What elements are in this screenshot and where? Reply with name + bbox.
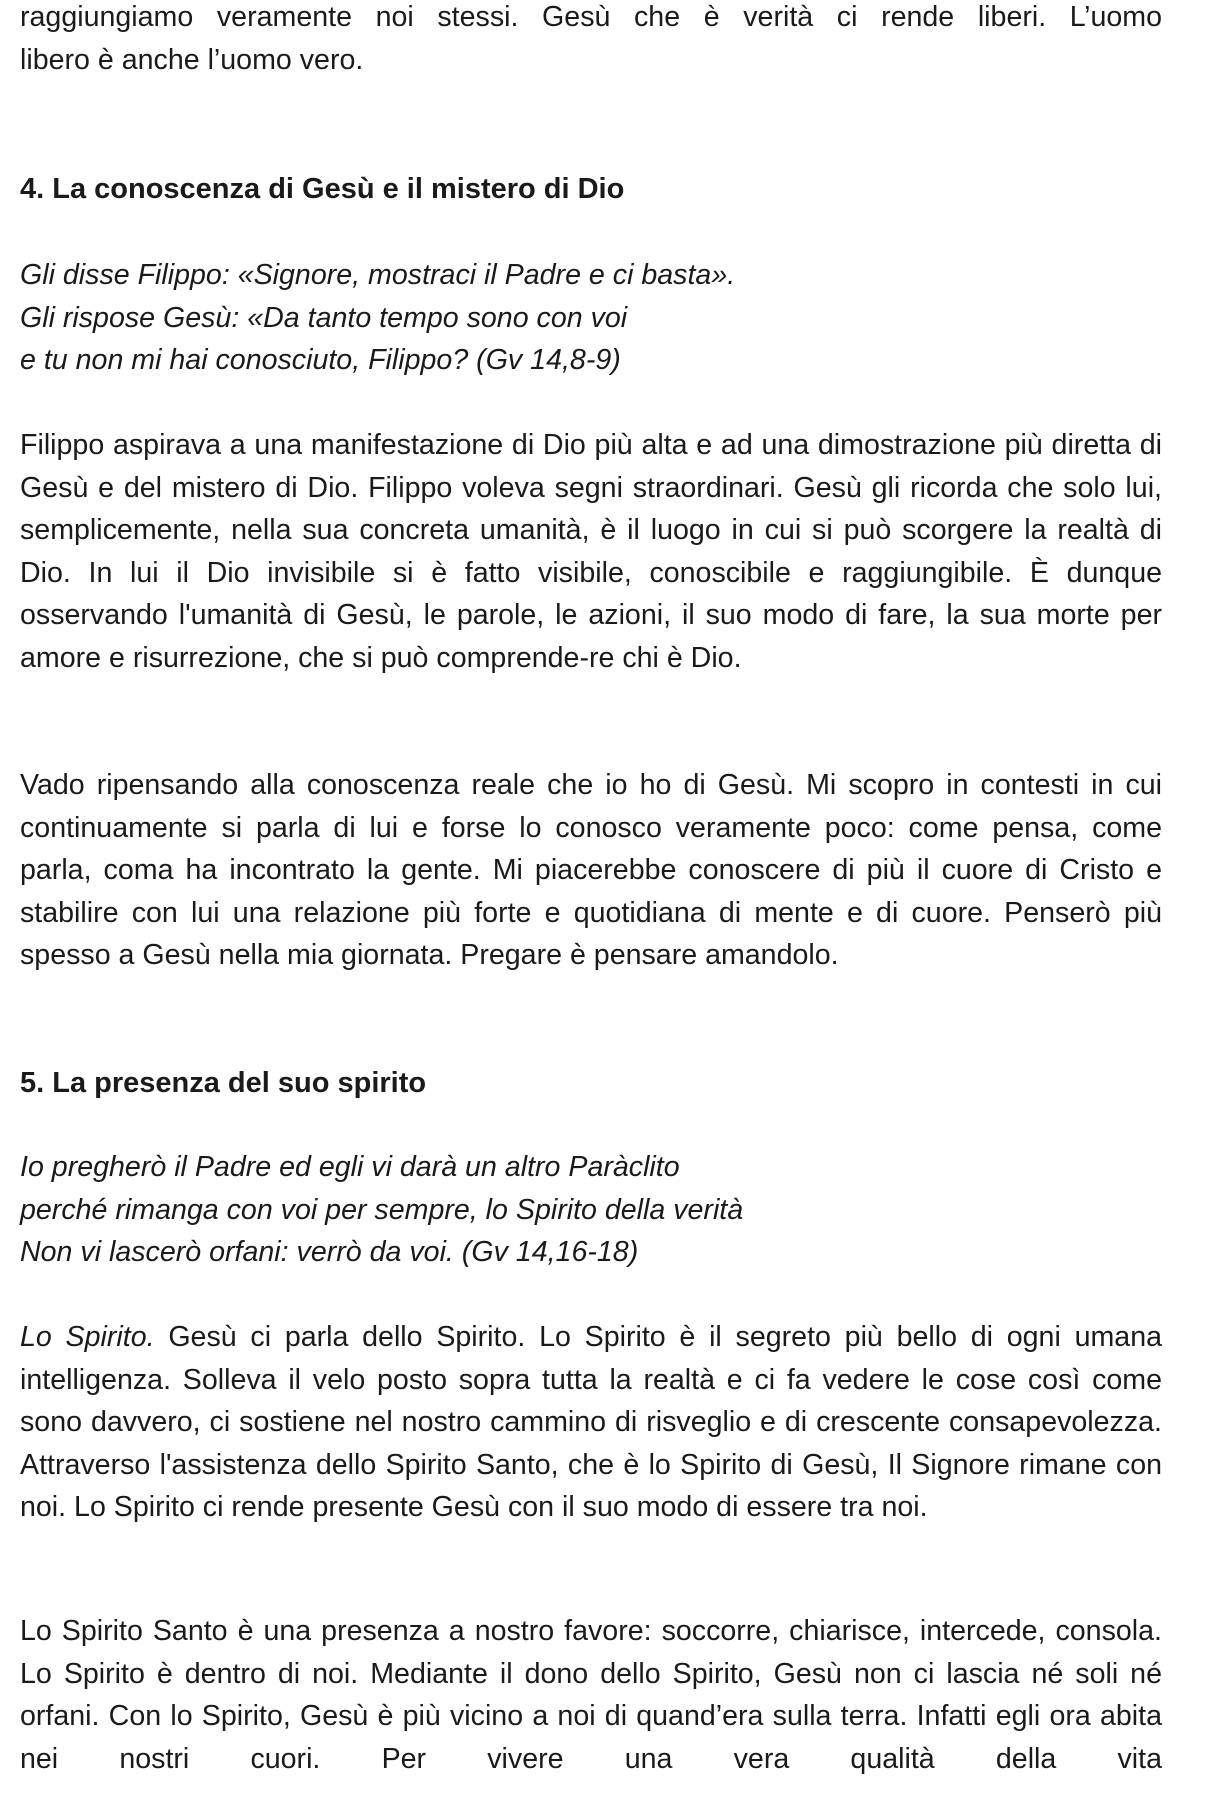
verse-line: Gli disse Filippo: «Signore, mostraci il Padre e ci basta». bbox=[20, 259, 736, 291]
section-4-paragraph-1: Filippo aspirava a una manifestazione di Dio più alta e ad una dimostrazione più diretta di Gesù e del mistero di Dio. Filippo voleva segni straordinari. Gesù gli ricorda che solo lui, semplicemente, nella sua concreta umanità, è il luogo in cui si può scorgere la realtà di Dio. In lui il Dio invisibile si è fatto visibile, conoscibile e raggiungibile. È dunque osservando l'umanità di Gesù, le parole, le azioni, il suo modo di fare, la sua morte per amore e risurrezione, che si può comprende-re chi è Dio. bbox=[20, 429, 1162, 674]
section-4-heading: 4. La conoscenza di Gesù e il mistero di Dio bbox=[20, 173, 625, 205]
paragraph-body: Gesù ci parla dello Spirito. Lo Spirito è il segreto più bello di ogni umana intelligenza. Solleva il velo posto sopra tutta la realtà e ci fa vedere le cose così come sono davvero, ci sostiene nel nostro cammino di risveglio e di crescente consapevolezza. Attraverso l'assistenza dello Spirito Santo, che è lo Spirito di Gesù, Il Signore rimane con noi. Lo Spirito ci rende presente Gesù con il suo modo di essere tra noi. bbox=[20, 1321, 1162, 1523]
section-4-verse bbox=[20, 254, 1162, 382]
verse-line: Io pregherò il Padre ed egli vi darà un altro Paràclito bbox=[20, 1151, 680, 1183]
paragraph-line: raggiungiamo veramente noi stessi. Gesù che è verità ci rende liberi. L’uomo bbox=[20, 1, 1162, 33]
paragraph-line: libero è anche l’uomo vero. bbox=[20, 43, 364, 76]
paragraph-lead-italic: Lo Spirito. bbox=[20, 1321, 155, 1353]
section-5-heading: 5. La presenza del suo spirito bbox=[20, 1067, 427, 1099]
verse-line: Gli rispose Gesù: «Da tanto tempo sono con voi bbox=[20, 301, 628, 334]
section-5-paragraph-1 bbox=[20, 1316, 1162, 1529]
section-4-paragraph-2: Vado ripensando alla conoscenza reale che io ho di Gesù. Mi scopro in contesti in cui continuamente si parla di lui e forse lo conosco veramente poco: come pensa, come parla, coma ha incontrato la gente. Mi piacerebbe conoscere di più il cuore di Cristo e stabilire con lui una relazione più forte e quotidiana di mente e di cuore. Penserò più spesso a Gesù nella mia giornata. Pregare è pensare amandolo. bbox=[20, 769, 1162, 971]
section-5-paragraph-2: Lo Spirito Santo è una presenza a nostro favore: soccorre, chiarisce, intercede, consola. Lo Spirito è dentro di noi. Mediante il dono dello Spirito, Gesù non ci lascia né soli né orfani. Con lo Spirito, Gesù è più vicino a noi di quand’era sulla terra. Infatti egli ora abita nei nostri cuori. Per vivere una vera qualità della vita bbox=[20, 1615, 1162, 1775]
section-5-verse bbox=[20, 1146, 1162, 1274]
verse-line: perché rimanga con voi per sempre, lo Spirito della verità bbox=[20, 1193, 744, 1226]
verse-line: Non vi lascerò orfani: verrò da voi. (Gv 14,16-18) bbox=[20, 1236, 639, 1268]
top-paragraph bbox=[20, 0, 1162, 81]
verse-line: e tu non mi hai conosciuto, Filippo? (Gv 14,8-9) bbox=[20, 344, 621, 376]
